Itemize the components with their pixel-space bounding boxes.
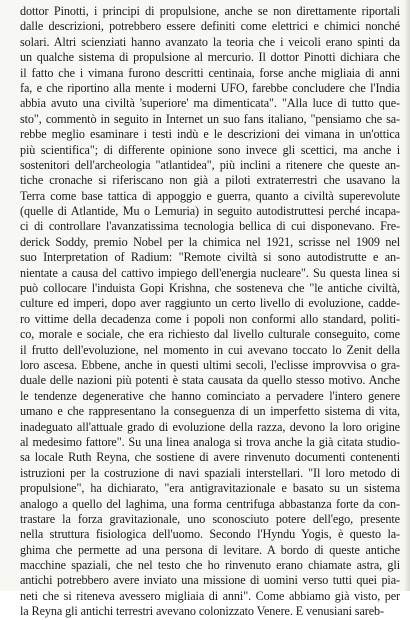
text-line: istruzioni per la costruzione di navi spaziali interstellari. "Il loro metodo di (20, 465, 400, 480)
text-line: inadeguato all'attuale grado di evoluzione della razza, devono la loro origine (20, 419, 400, 434)
text-line: più scientifica"; di differente opinione sono invece gli scettici, ma anche i (20, 142, 400, 157)
text-line: loro ascesa. Ebbene, anche in questi ultimi secoli, l'eclisse improvvisa o gra- (20, 357, 400, 372)
text-line: il frutto dell'evoluzione, nel momento in cui avevano toccato lo Zenit della (20, 342, 400, 357)
text-line: nientate a causa del cattivo impiego dell'energia nucleare". Su questa linea si (20, 265, 400, 280)
text-line: la Reyna gli antichi terrestri avevano colonizzato Venere. E venusiani sareb- (20, 604, 384, 619)
text-line: ro vittime della decadenza come i popoli non conformi allo standard, politi- (20, 311, 400, 326)
text-line: macchine spaziali, che nel testo che ho rinvenuto erano chiamate astra, gli (20, 558, 400, 573)
text-line: antichi potrebbero avere inviato una missione di uomini verso tutti quei pia- (20, 573, 400, 588)
text-line: il fatto che i vimana furono descritti centinaia, forse anche migliaia di anni (20, 65, 400, 80)
text-line: sto", commentò in seguito in Internet un suo fans italiano, "pensiamo che sa- (20, 111, 400, 126)
text-line: tiche cronache si riferiscano non già a piloti extraterrestri che usavano la (20, 173, 400, 188)
text-line: umano e che rappresentano la conseguenza di un imperfetto sistema di vita, (20, 404, 400, 419)
text-line: derick Soddy, premio Nobel per la chimica nel 1921, scrisse nel 1909 nel (20, 234, 400, 249)
text-line: co, morale e sociale, che era richiesto dal livello culturale conseguito, come (20, 327, 400, 342)
text-line: culture ed imperi, dopo aver raggiunto un certo livello di evoluzione, cadde- (20, 296, 400, 311)
text-line: al medesimo fattore". Su una linea analoga si trova anche la già citata studio- (20, 434, 400, 449)
body-text (20, 4, 400, 620)
page-edge-shadow (404, 0, 410, 591)
text-line: le tendenze degenerative che hanno cominciato a pervadere l'intero genere (20, 388, 400, 403)
text-line: sa locale Ruth Reyna, che sostiene di avere rinvenuto documenti contenenti (20, 450, 400, 465)
text-line: abbia avuto una civiltà 'superiore' ma dimenticata". "Alla luce di tutto que- (20, 96, 400, 111)
text-line: rebbe meglio esaminare i testi indù e le descrizioni dei vimana in un'ottica (20, 127, 400, 142)
text-line: (quelle di Atlantide, Mu o Lemuria) in seguito autodistruttesi perché incapa- (20, 204, 400, 219)
text-line: neti che si riteneva avessero migliaia di anni". Come abbiamo già visto, per (20, 588, 400, 603)
text-line: dalle descrizioni, potrebbero essere definiti come elettrici e chimici nonché (20, 19, 400, 34)
text-line: un qualche sistema di propulsione al mercurio. Il dottor Pinotti dichiara che (20, 50, 400, 65)
text-line: solari. Altri scienziati hanno avanzato la teoria che i veicoli erano spinti da (20, 34, 400, 49)
text-line: ci di controllare l'avanzatissima tecnologia bellica di cui disponevano. Fre- (20, 219, 400, 234)
text-line: dottor Pinotti, i principi di propulsione, anche se non direttamente riportali (20, 4, 400, 18)
text-line: analogo a quello del laghima, una forma centrifuga abbastanza forte da con- (20, 496, 400, 511)
text-line: nella struttura fisiologica dell'uomo. Secondo l'Hyndu Yogis, è questo la- (20, 527, 400, 542)
text-line: Terra come base tattica di appoggio e guerra, quanto a civiltà superevolute (20, 188, 400, 203)
text-line: trastare la forza gravitazionale, uno sconosciuto potere dell'ego, presente (20, 511, 400, 526)
text-line: ghima che permette ad una persona di levitare. A bordo di queste antiche (20, 542, 400, 557)
text-line: sostenitori dell'archeologia "atlantidea", più inclini a ritenere che queste an- (20, 157, 400, 172)
text-line: suo Interpretation of Radium: "Remote civiltà si sono autodistrutte e an- (20, 250, 400, 265)
text-line: fa, e che riportino alla mente i moderni UFO, farebbe concludere che l'India (20, 80, 400, 95)
text-line: propulsione", ha dichiarato, "era antigravitazionale e basato su un sistema (20, 481, 400, 496)
text-line: duale delle nazioni più potenti è stata causata da quello stesso motivo. Anche (20, 373, 400, 388)
text-line: può collocare l'induista Gopi Krishna, che sosteneva che "le antiche civiltà, (20, 281, 400, 296)
